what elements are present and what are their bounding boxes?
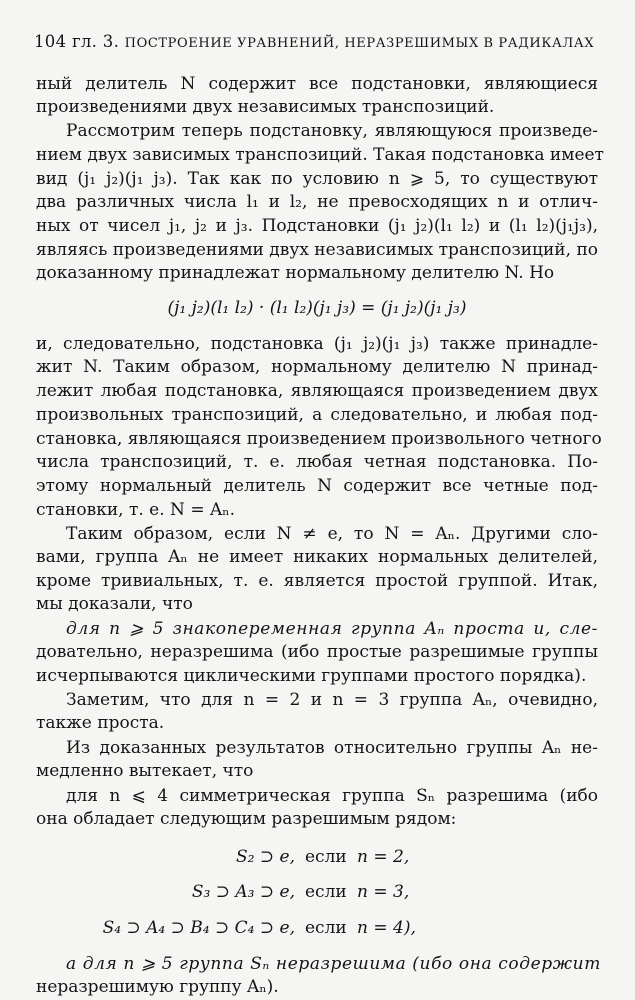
series-condition: если	[305, 847, 347, 867]
text-line: исчерпываются циклическими группами простого порядка).	[36, 666, 587, 686]
text-line: вами, группа Aₙ не имеет никаких нормальных делителей,	[36, 547, 598, 567]
text-line: кроме тривиальных, т. е. является простой группой. Итак,	[36, 571, 598, 591]
series-chain: S₂ ⊃ e,	[236, 847, 295, 867]
text-line: неразрешимую группу Aₙ).	[36, 977, 279, 997]
series-chain: S₄ ⊃ A₄ ⊃ B₄ ⊃ C₄ ⊃ e,	[102, 918, 295, 938]
series-condition: если	[305, 882, 347, 902]
series-value: n = 2,	[357, 847, 410, 867]
text-line: этому нормальный делитель N содержит все четные под-	[36, 476, 598, 496]
series-value: n = 3,	[357, 882, 410, 902]
page-number: 104	[34, 32, 67, 51]
text-line: и, следовательно, подстановка (j₁ j₂)(j₁ j₃) также принадле-	[36, 334, 598, 354]
text-line: два различных числа l₁ и l₂, не превосходящих n и отлич-	[36, 192, 598, 212]
series-condition: если	[305, 918, 347, 938]
text-line: доказанному принадлежат нормальному делителю N. Но	[36, 263, 555, 283]
text-line: она обладает следующим разрешимым рядом:	[36, 809, 457, 829]
running-header	[34, 32, 614, 51]
text-line: ный делитель N содержит все подстановки, являющиеся	[36, 74, 598, 94]
series-value: n = 4),	[357, 918, 416, 938]
running-title: ПОСТРОЕНИЕ УРАВНЕНИЙ, НЕРАЗРЕШИМЫХ В РАДИКАЛАХ	[124, 36, 595, 51]
text-line: становки, т. е. N = Aₙ.	[36, 500, 236, 520]
text-line: медленно вытекает, что	[36, 761, 254, 781]
text-line: ных от чисел j₁, j₂ и j₃. Подстановки (j₁ j₂)(l₁ l₂) и (l₁ l₂)(j₁j₃),	[36, 216, 598, 236]
text-line: также проста.	[36, 713, 165, 733]
theorem-line: а для n ⩾ 5 группа Sₙ неразрешима (ибо она содержит	[66, 954, 601, 974]
chapter-label: гл. 3.	[71, 32, 120, 51]
series-chain: S₃ ⊃ A₃ ⊃ e,	[191, 882, 295, 902]
text-line: вид (j₁ j₂)(j₁ j₃). Так как по условию n ⩾ 5, то существуют	[36, 169, 598, 189]
text-line: являясь произведениями двух независимых транспозиций, по	[36, 240, 599, 260]
text-line: становка, являющаяся произведением произвольного четного	[36, 429, 602, 449]
text-line: произвольных транспозиций, а следовательно, и любая под-	[36, 405, 598, 425]
text-line: нием двух зависимых транспозиций. Такая подстановка имеет	[36, 145, 604, 165]
theorem-line: для n ⩾ 5 знакопеременная группа Aₙ проста и, сле-	[66, 619, 598, 639]
text-line: лежит любая подстановка, являющаяся произведением двух	[36, 381, 598, 401]
text-line: жит N. Таким образом, нормальному делителю N принад-	[36, 357, 598, 377]
text-line: Рассмотрим теперь подстановку, являющуюся произведе-	[66, 121, 598, 141]
text-line: числа транспозиций, т. е. любая четная подстановка. По-	[36, 452, 598, 472]
text-line: Заметим, что для n = 2 и n = 3 группа Aₙ, очевидно,	[66, 690, 598, 710]
text-line: мы доказали, что	[36, 594, 193, 614]
text-line: произведениями двух независимых транспозиций.	[36, 97, 495, 117]
display-equation: (j₁ j₂)(l₁ l₂) · (l₁ l₂)(j₁ j₃) = (j₁ j₂)(j₁ j₃)	[167, 298, 467, 318]
text-line: Таким образом, если N ≠ e, то N = Aₙ. Другими сло-	[66, 524, 598, 544]
text-line: довательно, неразрешима (ибо простые разрешимые группы	[36, 642, 598, 662]
theorem-line: для n ⩽ 4 симметрическая группа Sₙ разрешима (ибо	[66, 786, 598, 806]
text-line: Из доказанных результатов относительно группы Aₙ не-	[66, 738, 598, 758]
